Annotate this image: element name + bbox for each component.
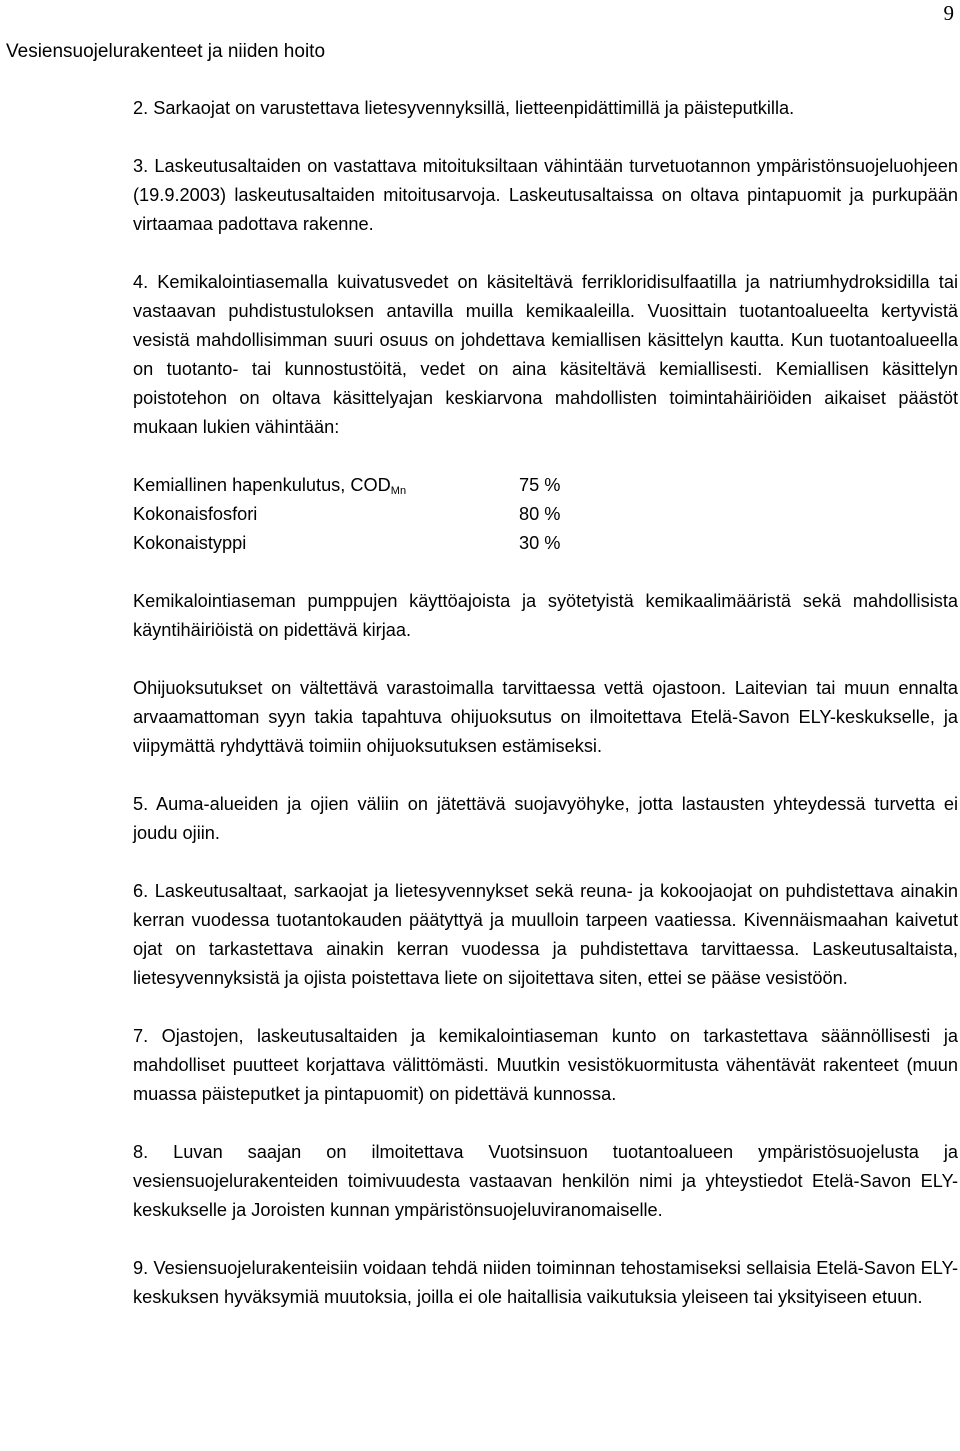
paragraph-9: 9. Vesiensuojelurakenteisiin voidaan tehdä niiden toiminnan tehostamiseksi sellaisia Etelä-Savon ELY-keskuksen hyväksymiä muutoksia, joilla ei ole haitallisia vaikutuksia yleiseen tai yksityiseen etuun. bbox=[133, 1258, 958, 1307]
paragraph-4-logging: Kemikalointiaseman pumppujen käyttöajoista ja syötetyistä kemikaalimääristä sekä mahdollisista käyntihäiriöistä on pidettävä kirjaa. bbox=[133, 591, 958, 640]
paragraph-4: 4. Kemikalointiasemalla kuivatusvedet on käsiteltävä ferrikloridisulfaatilla ja natriumhydroksidilla tai vastaavan puhdistustuloksen antavilla muilla kemikaaleilla. Vuosittain tuotantoalueelta kertyvistä vesistä mahdollisimman suuri osuus on johdettava kemiallisen käsittelyn kautta. Kun tuotantoalueella on tuotanto- tai kunnostustöitä, vedet on aina käsiteltävä kemiallisesti. Kemiallisen käsittelyn poistotehon on oltava käsittelyajan keskiarvona mahdollisten toimintahäiriöiden aikaiset päästöt mukaan lukien vähintään: bbox=[133, 272, 958, 437]
requirement-value: 80 % bbox=[519, 504, 561, 524]
paragraph-6: 6. Laskeutusaltaat, sarkaojat ja lietesyvennykset sekä reuna- ja kokoojaojat on puhdistettava ainakin kerran vuodessa tuotantokauden päätyttyä ja muulloin tarpeen vaatiessa. Kivennäismaahan kaivetut ojat on tarkastettava ainakin kerran vuodessa ja puhdistettava tarvittaessa. Laskeutusaltaista, lietesyvennyksistä ja ojista poistettava liete on sijoitettava siten, ettei se pääse vesistöön. bbox=[133, 881, 958, 988]
document-body bbox=[133, 94, 958, 1312]
paragraph-5: 5. Auma-alueiden ja ojien väliin on jätettävä suojavyöhyke, jotta lastausten yhteydessä turvetta ei joudu ojiin. bbox=[133, 794, 958, 843]
paragraph-4-overflow: Ohijuoksutukset on vältettävä varastoimalla tarvittaessa vettä ojastoon. Laitevian tai muun ennalta arvaamattoman syyn takia tapahtuva ohijuoksutus on ilmoitettava Etelä-Savon ELY-keskukselle, ja viipymättä ryhdyttävä toimiin ohijuoksutuksen estämiseksi. bbox=[133, 678, 958, 756]
paragraph-2: 2. Sarkaojat on varustettava lietesyvennyksillä, lietteenpidättimillä ja päisteputkilla. bbox=[133, 98, 795, 118]
requirement-label: Kokonaisfosfori bbox=[133, 504, 258, 524]
requirement-row bbox=[133, 500, 958, 529]
paragraph-7: 7. Ojastojen, laskeutusaltaiden ja kemikalointiaseman kunto on tarkastettava säännöllisesti ja mahdolliset puutteet korjattava välittömästi. Muutkin vesistökuormitusta vähentävät rakenteet (muun muassa päisteputket ja pintapuomit) on pidettävä kunnossa. bbox=[133, 1026, 958, 1104]
running-header: Vesiensuojelurakenteet ja niiden hoito bbox=[6, 41, 326, 62]
requirement-value: 30 % bbox=[519, 533, 561, 553]
requirement-label: Kemiallinen hapenkulutus, $COD_{Mn}$ bbox=[133, 475, 407, 497]
requirement-label: Kokonaistyppi bbox=[133, 533, 247, 553]
paragraph-8: 8. Luvan saajan on ilmoitettava Vuotsinsuon tuotantoalueen ympäristösuojelusta ja vesiensuojelurakenteiden toimivuudesta vastaavan henkilön nimi ja yhteystiedot Etelä-Savon ELY-keskukselle ja Joroisten kunnan ympäristönsuojeluviranomaiselle. bbox=[133, 1142, 958, 1220]
requirement-row bbox=[133, 529, 958, 558]
paragraph-3: 3. Laskeutusaltaiden on vastattava mitoituksiltaan vähintään turvetuotannon ympäristönsuojeluohjeen (19.9.2003) laskeutusaltaiden mitoitusarvoja. Laskeutusaltaissa on oltava pintapuomit ja purkupään virtaamaa padottava rakenne. bbox=[133, 156, 958, 234]
requirement-value: 75 % bbox=[519, 475, 561, 495]
requirement-row bbox=[133, 471, 958, 500]
page-number: 9 bbox=[943, 1, 954, 25]
removal-requirements-table bbox=[133, 471, 958, 558]
requirement-subscript: Mn bbox=[390, 485, 407, 497]
